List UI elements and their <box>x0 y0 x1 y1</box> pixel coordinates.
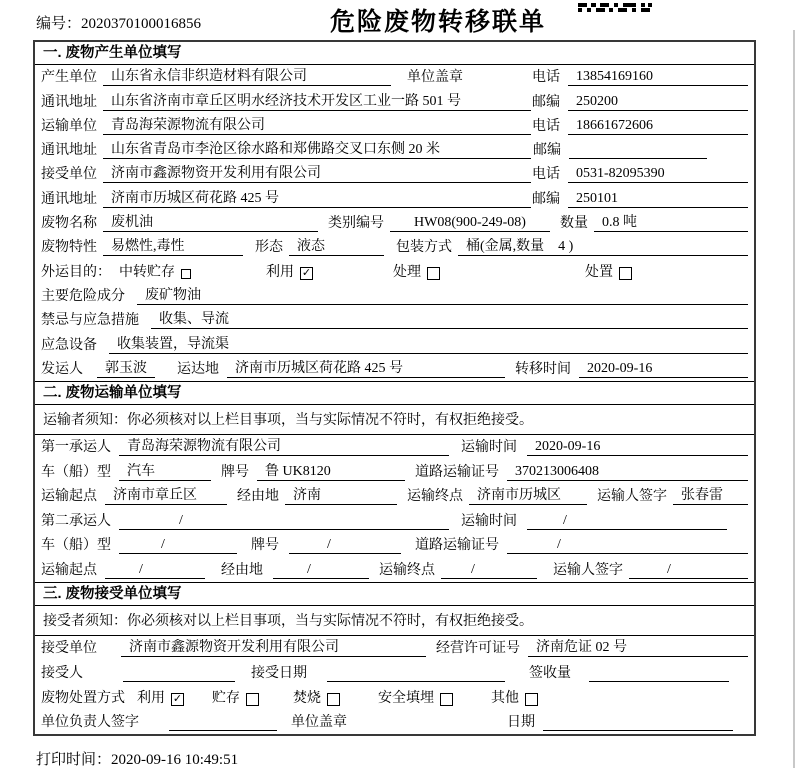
row-receiver-address <box>35 186 754 210</box>
end-label: 运输终点 <box>379 562 435 578</box>
phone-label: 电话 <box>532 118 560 134</box>
zip-label: 邮编 <box>532 191 560 207</box>
serial-value: 2020370100016856 <box>81 16 202 32</box>
checkbox-unchecked-icon <box>181 269 191 279</box>
disposal-label: 废物处置方式 <box>41 690 125 706</box>
via-label: 经由地 <box>237 489 279 505</box>
row-equipment <box>35 332 754 356</box>
row-producer-address <box>35 89 754 113</box>
zip-label: 邮编 <box>532 94 560 110</box>
plate-label: 牌号 <box>251 538 279 554</box>
address-value: 山东省青岛市李沧区徐水路和郑佛路交叉口东侧 20 米 <box>103 141 531 159</box>
road-license-label: 道路运输证号 <box>415 464 499 480</box>
vehicle-label: 车（船）型 <box>41 464 111 480</box>
phone-label: 电话 <box>532 167 560 183</box>
transfer-time-value: 2020-09-16 <box>579 360 748 378</box>
date-value <box>543 730 733 731</box>
address-value: 山东省济南市章丘区明水经济技术开发区工业一路 501 号 <box>103 93 531 111</box>
row-transporter <box>35 114 754 138</box>
row-waste-name <box>35 211 754 235</box>
phone-value: 18661672606 <box>568 117 748 135</box>
disposal-option <box>137 690 184 707</box>
receiver-value: 济南市鑫源物资开发利用有限公司 <box>121 639 426 657</box>
packing-value: 桶(金属,数量 4 ) <box>458 238 748 256</box>
address-label: 通讯地址 <box>41 191 97 207</box>
plate-label: 牌号 <box>221 464 249 480</box>
shipper-value: 郭玉波 <box>97 360 155 378</box>
disposal-option <box>212 690 259 707</box>
page-right-edge <box>793 30 795 768</box>
row-producer <box>35 65 754 89</box>
producer-value: 山东省永信非织造材料有限公司 <box>103 68 391 86</box>
hazard-label: 主要危险成分 <box>41 288 125 304</box>
section3-header: 三. 废物接受单位填写 <box>35 582 754 606</box>
row-transporter-address <box>35 138 754 162</box>
road-license-value: / <box>507 536 748 554</box>
option-label: 贮存 <box>212 690 240 706</box>
receiver-label: 接受单位 <box>41 167 97 183</box>
purpose-option <box>393 264 440 281</box>
option-label: 焚烧 <box>293 690 321 706</box>
checkbox-unchecked-icon <box>619 267 632 280</box>
quantity-label: 数量 <box>560 216 588 232</box>
checkbox-unchecked-icon <box>525 693 538 706</box>
serial-number <box>36 12 201 33</box>
option-label: 利用 <box>137 690 165 706</box>
print-time-value: 2020-09-16 10:49:51 <box>111 752 239 768</box>
row-vehicle2 <box>35 533 754 558</box>
transport-time-value: / <box>527 512 727 530</box>
date-label: 日期 <box>507 715 535 731</box>
vehicle-value: / <box>119 536 237 554</box>
option-label: 处理 <box>393 264 421 280</box>
phone-label: 电话 <box>532 70 560 86</box>
received-qty-label: 签收量 <box>529 666 571 682</box>
origin-value: / <box>105 561 205 579</box>
purpose-option <box>585 264 632 281</box>
received-qty-value <box>589 681 729 682</box>
receiver-value: 济南市鑫源物资开发利用有限公司 <box>103 165 531 183</box>
vehicle-value: 汽车 <box>119 463 211 481</box>
qr-code-fragment <box>578 0 652 10</box>
sign-label: 运输人签字 <box>597 489 667 505</box>
via-value: / <box>273 561 369 579</box>
row-carrier1 <box>35 435 754 460</box>
sign-value: 张春雷 <box>673 487 748 505</box>
row-vehicle1 <box>35 459 754 484</box>
origin-label: 运输起点 <box>41 562 97 578</box>
sign-label: 运输人签字 <box>553 562 623 578</box>
section2-header: 二. 废物运输单位填写 <box>35 381 754 405</box>
transport-time-label: 运输时间 <box>461 513 517 529</box>
row-characteristics <box>35 235 754 259</box>
license-label: 经营许可证号 <box>436 641 520 657</box>
option-label: 中转贮存 <box>119 264 175 280</box>
end-value: 济南市历城区 <box>469 487 587 505</box>
phone-value: 13854169160 <box>568 68 748 86</box>
transfer-form-table <box>33 40 756 736</box>
emergency-label: 禁忌与应急措施 <box>41 313 139 329</box>
accept-date-label: 接受日期 <box>251 666 307 682</box>
carrier-value: / <box>119 512 449 530</box>
purpose-option <box>266 264 313 281</box>
disposal-option <box>293 690 340 707</box>
address-label: 通讯地址 <box>41 94 97 110</box>
print-time-label: 打印时间： <box>36 752 112 768</box>
transfer-time-label: 转移时间 <box>515 361 571 377</box>
row-route1 <box>35 484 754 509</box>
via-value: 济南 <box>285 487 397 505</box>
row-hazard <box>35 284 754 308</box>
row-shipper <box>35 357 754 381</box>
checkbox-unchecked-icon <box>246 693 259 706</box>
zip-value: 250200 <box>568 93 748 111</box>
disposal-option <box>378 690 453 707</box>
waste-name-label: 废物名称 <box>41 216 97 232</box>
option-label: 处置 <box>585 264 613 280</box>
row-purpose <box>35 259 754 283</box>
transporter-notice: 运输者须知：你必须核对以上栏目事项，当与实际情况不符时，有权拒绝接受。 <box>35 405 754 435</box>
row-disposal <box>35 685 754 710</box>
page-title: 危险废物转移联单 <box>330 8 547 36</box>
receiver-label: 接受单位 <box>41 641 97 657</box>
producer-label: 产生单位 <box>41 70 97 86</box>
responsible-sign-value <box>169 730 277 731</box>
address-value: 济南市历城区荷花路 425 号 <box>103 190 531 208</box>
characteristics-label: 废物特性 <box>41 240 97 256</box>
equipment-value: 收集装置，导流渠 <box>109 336 748 354</box>
row-receiver <box>35 162 754 186</box>
end-label: 运输终点 <box>407 489 463 505</box>
accept-date-value <box>327 681 505 682</box>
purpose-option <box>119 264 191 281</box>
receiver-notice: 接受者须知：你必须核对以上栏目事项，当与实际情况不符时，有权拒绝接受。 <box>35 606 754 636</box>
transport-time-value: 2020-09-16 <box>527 438 748 456</box>
equipment-label: 应急设备 <box>41 337 97 353</box>
transporter-label: 运输单位 <box>41 118 97 134</box>
section1-header: 一. 废物产生单位填写 <box>35 42 754 65</box>
sign-value: / <box>629 561 748 579</box>
packing-label: 包装方式 <box>396 240 452 256</box>
row-signatures <box>35 710 754 735</box>
emergency-value: 收集、导流 <box>151 311 748 329</box>
origin-label: 运输起点 <box>41 489 97 505</box>
category-label: 类别编号 <box>328 216 384 232</box>
via-label: 经由地 <box>221 562 263 578</box>
option-label: 利用 <box>266 264 294 280</box>
zip-value: 250101 <box>568 190 748 208</box>
origin-value: 济南市章丘区 <box>105 487 227 505</box>
checkbox-unchecked-icon <box>440 693 453 706</box>
quantity-value: 0.8 吨 <box>594 214 748 232</box>
carrier-label: 第二承运人 <box>41 513 111 529</box>
acceptor-value <box>123 681 235 682</box>
serial-label: 编号： <box>36 16 82 32</box>
road-license-label: 道路运输证号 <box>415 538 499 554</box>
form-value: 液态 <box>289 238 384 256</box>
responsible-sign-label: 单位负责人签字 <box>41 715 139 731</box>
option-label: 安全填埋 <box>378 690 434 706</box>
checkbox-checked-icon: ✓ <box>301 266 312 279</box>
row-emergency <box>35 308 754 332</box>
address-label: 通讯地址 <box>41 143 97 159</box>
end-value: / <box>441 561 537 579</box>
transporter-value: 青岛海荣源物流有限公司 <box>103 117 531 135</box>
disposal-option <box>491 690 538 707</box>
row-carrier2 <box>35 508 754 533</box>
row-acceptor <box>35 660 754 685</box>
license-value: 济南危证 02 号 <box>528 639 748 657</box>
acceptor-label: 接受人 <box>41 666 83 682</box>
category-value: HW08(900-249-08) <box>390 214 550 232</box>
checkbox-unchecked-icon <box>427 267 440 280</box>
print-time <box>36 748 238 769</box>
zip-value <box>569 158 707 159</box>
zip-label: 邮编 <box>533 143 561 159</box>
checkbox-unchecked-icon <box>327 693 340 706</box>
checkbox-checked-icon: ✓ <box>172 692 183 705</box>
plate-value: 鲁 UK8120 <box>257 463 405 481</box>
characteristics-value: 易燃性,毒性 <box>103 238 243 256</box>
vehicle-label: 车（船）型 <box>41 538 111 554</box>
form-label: 形态 <box>255 240 283 256</box>
phone-value: 0531-82095390 <box>568 165 748 183</box>
transport-time-label: 运输时间 <box>461 440 517 456</box>
waste-name-value: 废机油 <box>103 214 318 232</box>
destination-value: 济南市历城区荷花路 425 号 <box>227 360 505 378</box>
plate-value: / <box>289 536 401 554</box>
seal-label: 单位盖章 <box>407 70 463 86</box>
seal-label: 单位盖章 <box>291 715 347 731</box>
row-accept-unit <box>35 636 754 661</box>
purpose-label: 外运目的： <box>41 264 111 280</box>
hazard-value: 废矿物油 <box>137 287 748 305</box>
shipper-label: 发运人 <box>41 361 83 377</box>
carrier-label: 第一承运人 <box>41 440 111 456</box>
destination-label: 运达地 <box>177 361 219 377</box>
road-license-value: 370213006408 <box>507 463 748 481</box>
option-label: 其他 <box>491 690 519 706</box>
row-route2 <box>35 557 754 582</box>
carrier-value: 青岛海荣源物流有限公司 <box>119 438 449 456</box>
